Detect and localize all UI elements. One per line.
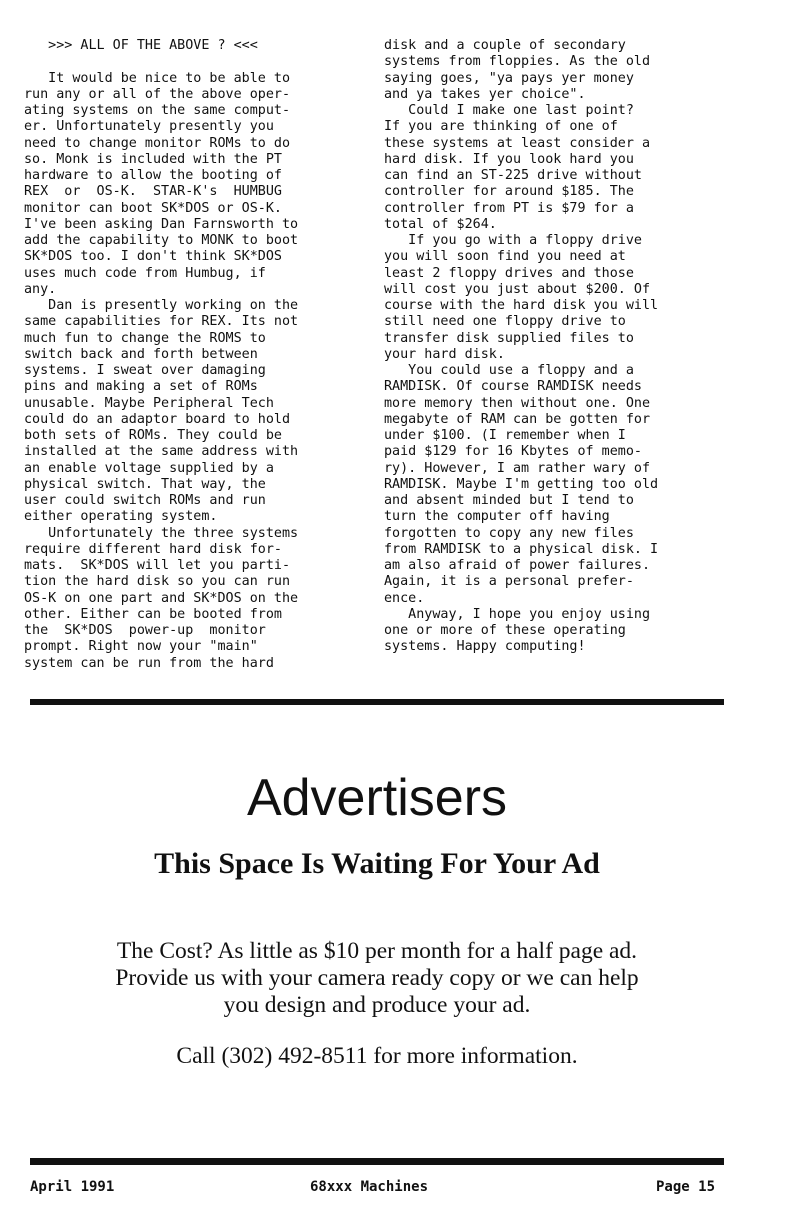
article-text-line: SK*DOS too. I don't think SK*DOS — [24, 249, 282, 265]
article-text-line: ating systems on the same comput- — [24, 103, 291, 118]
ad-body-line: The Cost? As little as $10 per month for a half page ad. — [116, 938, 638, 964]
article-text-line: hard disk. If you look hard you — [384, 151, 634, 167]
footer-date: April 1991 — [30, 1179, 115, 1195]
article-text-line: turn the computer off having — [384, 509, 610, 525]
article-text-line: other. Either can be booted from — [24, 606, 282, 622]
article-text-line: need to change monitor ROMs to do — [24, 135, 291, 151]
article-right-column — [384, 38, 724, 656]
article-text-line: an enable voltage supplied by a — [24, 460, 274, 476]
article-text-line: pins and making a set of ROMs — [24, 379, 258, 395]
article-text-line: ry). However, I am rather wary of — [384, 460, 651, 476]
article-text-line: physical switch. That way, the — [24, 476, 266, 492]
article-text-line — [24, 54, 364, 70]
article-text-line: system can be run from the hard — [24, 655, 274, 671]
article-text-line: your hard disk. — [384, 346, 505, 362]
article-text-line: It would be nice to be able to — [24, 70, 291, 86]
article-text-line: transfer disk supplied files to — [384, 330, 634, 346]
ad-body — [30, 938, 724, 1019]
article-text-line: any. — [24, 281, 57, 297]
article-text-line: RAMDISK. Maybe I'm getting too old — [384, 476, 659, 492]
article-text-line: Unfortunately the three systems — [24, 525, 299, 541]
article-text-line: more memory then without one. One — [384, 395, 651, 411]
article-text-line: saying goes, "ya pays yer money — [384, 70, 634, 86]
article-text-line: If you go with a floppy drive — [384, 233, 642, 248]
article-text-line: uses much code from Humbug, if — [24, 265, 266, 281]
article-text-line: REX or OS-K. STAR-K's HUMBUG — [24, 184, 282, 200]
article-text-line: systems. I sweat over damaging — [24, 363, 266, 378]
ad-heading: Advertisers — [246, 769, 508, 827]
article-text-line: can find an ST-225 drive without — [384, 168, 642, 183]
article-text-line: Anyway, I hope you enjoy using — [384, 606, 651, 622]
article-text-line: paid $129 for 16 Kbytes of memo- — [384, 444, 642, 460]
footer-page-number: Page 15 — [656, 1179, 716, 1195]
article-text-line: switch back and forth between — [24, 346, 258, 362]
article-text-line: controller from PT is $79 for a — [384, 200, 634, 216]
article-text-line: ence. — [384, 590, 425, 606]
article-text-line: If you are thinking of one of — [384, 119, 618, 135]
article-text-line: mats. SK*DOS will let you parti- — [24, 558, 291, 573]
article-text-line: will cost you just about $200. Of — [384, 281, 651, 297]
ad-subheading: This Space Is Waiting For Your Ad — [154, 847, 600, 880]
footer-title: 68xxx Machines — [310, 1179, 429, 1195]
article-text-line: these systems at least consider a — [384, 135, 651, 151]
article-text-line: OS-K on one part and SK*DOS on the — [24, 590, 299, 606]
article-text-line: disk and a couple of secondary — [384, 38, 626, 53]
article-text-line: prompt. Right now your "main" — [24, 639, 258, 655]
article-text-line: and absent minded but I tend to — [384, 493, 634, 508]
horizontal-rule-top — [30, 699, 724, 705]
article-text-line: the SK*DOS power-up monitor — [24, 623, 266, 638]
article-text-line: course with the hard disk you will — [384, 298, 659, 313]
article-text-line: RAMDISK. Of course RAMDISK needs — [384, 379, 642, 395]
article-text-line: user could switch ROMs and run — [24, 493, 266, 508]
article-text-line: You could use a floppy and a — [384, 363, 634, 378]
article-text-line: Dan is presently working on the — [24, 298, 299, 313]
article-text-line: Could I make one last point? — [384, 103, 634, 118]
article-text-line: least 2 floppy drives and those — [384, 265, 634, 281]
article-text-line: much fun to change the ROMS to — [24, 330, 266, 346]
article-text-line: from RAMDISK to a physical disk. I — [384, 541, 659, 557]
article-text-line: total of $264. — [384, 216, 497, 232]
article-text-line: am also afraid of power failures. — [384, 558, 651, 573]
article-text-line: either operating system. — [24, 509, 218, 525]
article-text-line: could do an adaptor board to hold — [24, 411, 291, 427]
article-text-line: tion the hard disk so you can run — [24, 574, 291, 590]
article-text-line: I've been asking Dan Farnsworth to — [24, 216, 299, 232]
article-text-line: Again, it is a personal prefer- — [384, 574, 634, 590]
article-text-line: you will soon find you need at — [384, 249, 626, 265]
article-text-line: same capabilities for REX. Its not — [24, 314, 299, 330]
article-text-line: >>> ALL OF THE ABOVE ? <<< — [24, 38, 258, 53]
ad-body-line: Provide us with your camera ready copy or we can help — [115, 965, 639, 991]
article-text-line: megabyte of RAM can be gotten for — [384, 411, 651, 427]
article-text-line: require different hard disk for- — [24, 541, 282, 557]
article-text-line: er. Unfortunately presently you — [24, 119, 274, 135]
horizontal-rule-bottom — [30, 1158, 724, 1165]
article-text-line: add the capability to MONK to boot — [24, 233, 299, 248]
article-text-line: unusable. Maybe Peripheral Tech — [24, 395, 274, 411]
article-text-line: hardware to allow the booting of — [24, 168, 282, 183]
article-text-line: so. Monk is included with the PT — [24, 151, 282, 167]
article-text-line: monitor can boot SK*DOS or OS-K. — [24, 200, 282, 216]
article-left-column — [24, 38, 364, 672]
article-text-line: run any or all of the above oper- — [24, 86, 291, 102]
article-text-line: under $100. (I remember when I — [384, 428, 626, 443]
article-text-line: one or more of these operating — [384, 623, 626, 638]
article-text-line: and ya takes yer choice". — [384, 86, 586, 102]
article-text-line: both sets of ROMs. They could be — [24, 428, 282, 443]
article-text-line: controller for around $185. The — [384, 184, 634, 200]
ad-body-line: you design and produce your ad. — [223, 992, 531, 1018]
article-text-line: systems. Happy computing! — [384, 639, 586, 655]
article-text-line: systems from floppies. As the old — [384, 54, 651, 70]
article-text-line: forgotten to copy any new files — [384, 525, 634, 541]
article-text-line: installed at the same address with — [24, 444, 299, 460]
ad-call-line: Call (302) 492-8511 for more information. — [176, 1043, 578, 1069]
article-text-line: still need one floppy drive to — [384, 314, 626, 330]
